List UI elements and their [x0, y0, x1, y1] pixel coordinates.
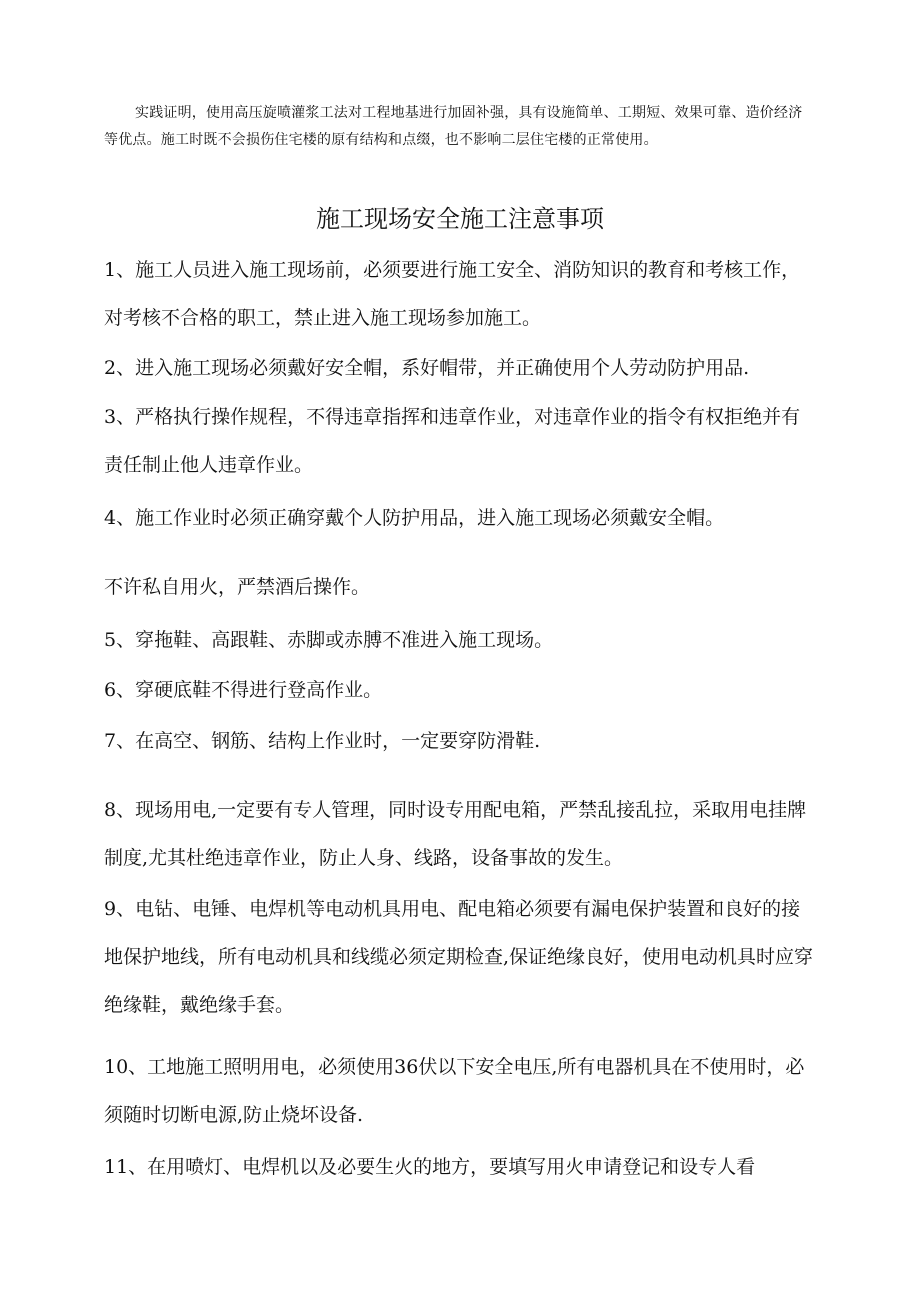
document-title: 施工现场安全施工注意事项: [316, 205, 604, 233]
list-item: 4、施工作业时必须正确穿戴个人防护用品，进入施工现场必须戴安全帽。: [104, 507, 725, 529]
list-item: 8、现场用电,一定要有专人管理，同时设专用配电箱，严禁乱接乱拉，采取用电挂牌制度,尤其杜绝违章作业，防止人身、线路，设备事故的发生。: [104, 799, 807, 869]
list-item: 6、穿硬底鞋不得进行登高作业。: [104, 679, 383, 701]
list-item: 9、电钻、电锤、电焊机等电动机具用电、配电箱必须要有漏电保护装置和良好的接地保护地线，所有电动机具和线缆必须定期检查,保证绝缘良好，使用电动机具时应穿绝缘鞋，戴绝缘手套。: [104, 898, 814, 1016]
list-item: 5、穿拖鞋、高跟鞋、赤脚或赤膊不准进入施工现场。: [104, 629, 554, 651]
intro-paragraph: 实践证明，使用高压旋喷灌浆工法对工程地基进行加固补强，具有设施简单、工期短、效果可靠、造价经济等优点。施工时既不会损伤住宅楼的原有结构和点缀，也不影响二层住宅楼的正常使用。: [104, 105, 803, 148]
list-item: 11、在用喷灯、电焊机以及必要生火的地方，要填写用火申请登记和设专人看: [104, 1156, 756, 1178]
list-item: 3、严格执行操作规程，不得违章指挥和违章作业，对违章作业的指令有权拒绝并有责任制止他人违章作业。: [104, 406, 801, 476]
list-item: 2、进入施工现场必须戴好安全帽，系好帽带，并正确使用个人劳动防护用品.: [104, 357, 750, 379]
list-item: 不许私自用火，严禁酒后操作。: [104, 576, 371, 598]
list-item: 10、工地施工照明用电，必须使用36伏以下安全电压,所有电器机具在不使用时，必须随时切断电源,防止烧坏设备.: [104, 1056, 805, 1126]
list-item: 1、施工人员进入施工现场前，必须要进行施工安全、消防知识的教育和考核工作，对考核不合格的职工，禁止进入施工现场参加施工。: [104, 259, 801, 329]
list-item: 7、在高空、钢筋、结构上作业时，一定要穿防滑鞋.: [104, 730, 541, 752]
